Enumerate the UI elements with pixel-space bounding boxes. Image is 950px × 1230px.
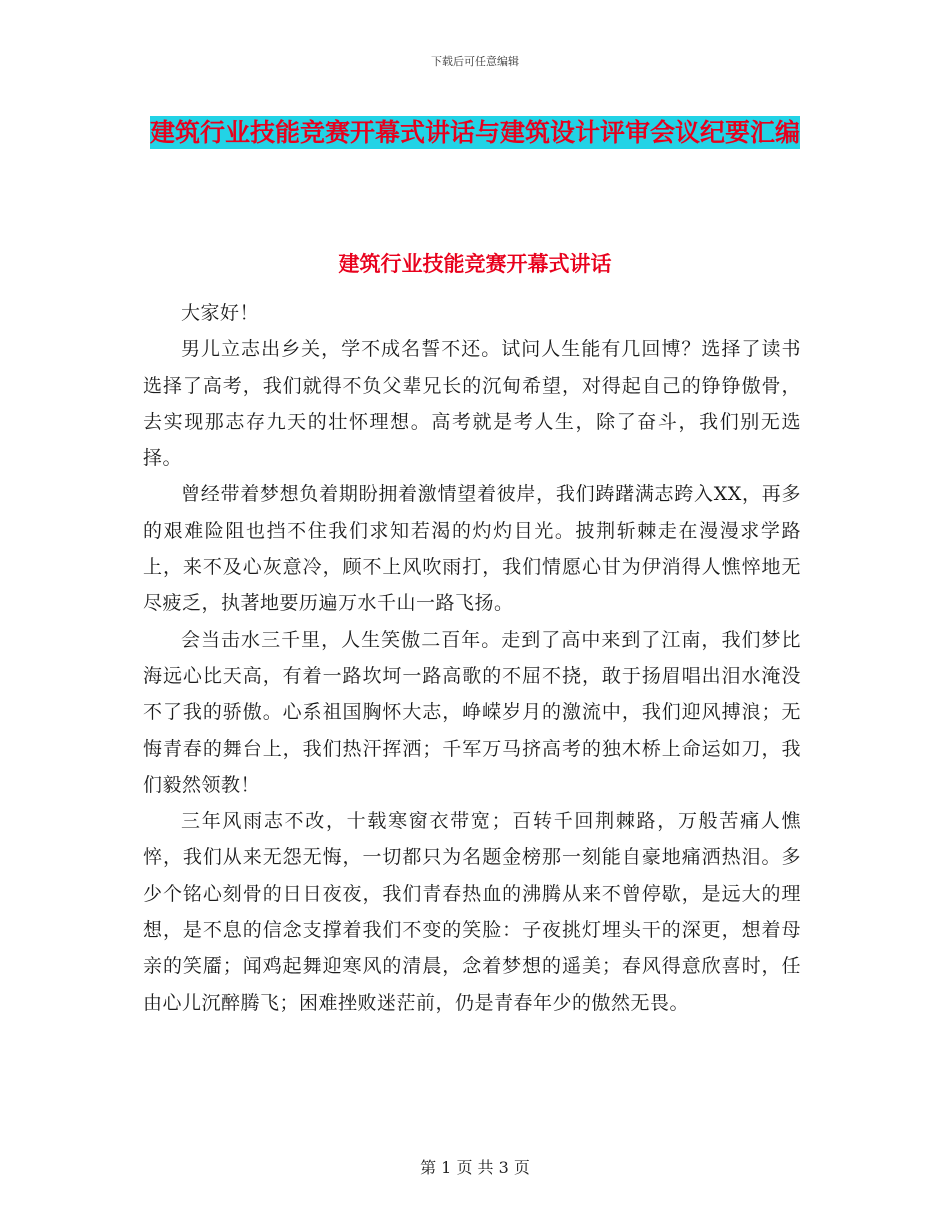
page-header-note: 下载后可任意编辑 bbox=[431, 55, 519, 68]
document-title-text: 建筑行业技能竞赛开幕式讲话与建筑设计评审会议纪要汇编 bbox=[149, 118, 800, 147]
paragraph-greeting: 大家好！ bbox=[181, 302, 260, 324]
paragraph: 曾经带着梦想负着期盼拥着激情望着彼岸，我们踌躇满志跨入XX，再多的艰难险阻也挡不住我们求知若渴的灼灼目光。披荆斩棘走在漫漫求学路上，来不及心灰意冷，顾不上风吹雨打，我们情愿心甘为伊消得人憔悴地无尽疲乏，执著地要历遍万水千山一路飞扬。 bbox=[143, 483, 801, 615]
page-number-footer: 第 1 页 共 3 页 bbox=[420, 1158, 530, 1177]
paragraph: 三年风雨志不改，十载寒窗衣带宽；百转千回荆棘路，万般苦痛人憔悴，我们从来无怨无悔，一切都只为名题金榜那一刻能自豪地痛洒热泪。多少个铭心刻骨的日日夜夜，我们青春热血的沸腾从来不曾停歇，是远大的理想，是不息的信念支撑着我们不变的笑脸：子夜挑灯埋头干的深更，想着母亲的笑靥；闻鸡起舞迎寒风的清晨，念着梦想的遥美；春风得意欣喜时，任由心儿沉醉腾飞；困难挫败迷茫前，仍是青春年少的傲然无畏。 bbox=[143, 810, 801, 1014]
paragraph: 男儿立志出乡关，学不成名誓不还。试问人生能有几回博？选择了读书选择了高考，我们就得不负父辈兄长的沉甸希望，对得起自己的铮铮傲骨，去实现那志存九天的壮怀理想。高考就是考人生，除了奋斗，我们别无选择。 bbox=[143, 338, 801, 470]
section-title: 建筑行业技能竞赛开幕式讲话 bbox=[338, 252, 612, 276]
document-title bbox=[140, 108, 810, 158]
document-body bbox=[143, 295, 801, 1021]
paragraph: 会当击水三千里，人生笑傲二百年。走到了高中来到了江南，我们梦比海远心比天高，有着一路坎坷一路高歌的不屈不挠，敢于扬眉唱出泪水淹没不了我的骄傲。心系祖国胸怀大志，峥嵘岁月的激流中，我们迎风搏浪；无悔青春的舞台上，我们热汗挥洒；千军万马挤高考的独木桥上命运如刀，我们毅然领教！ bbox=[143, 628, 801, 796]
